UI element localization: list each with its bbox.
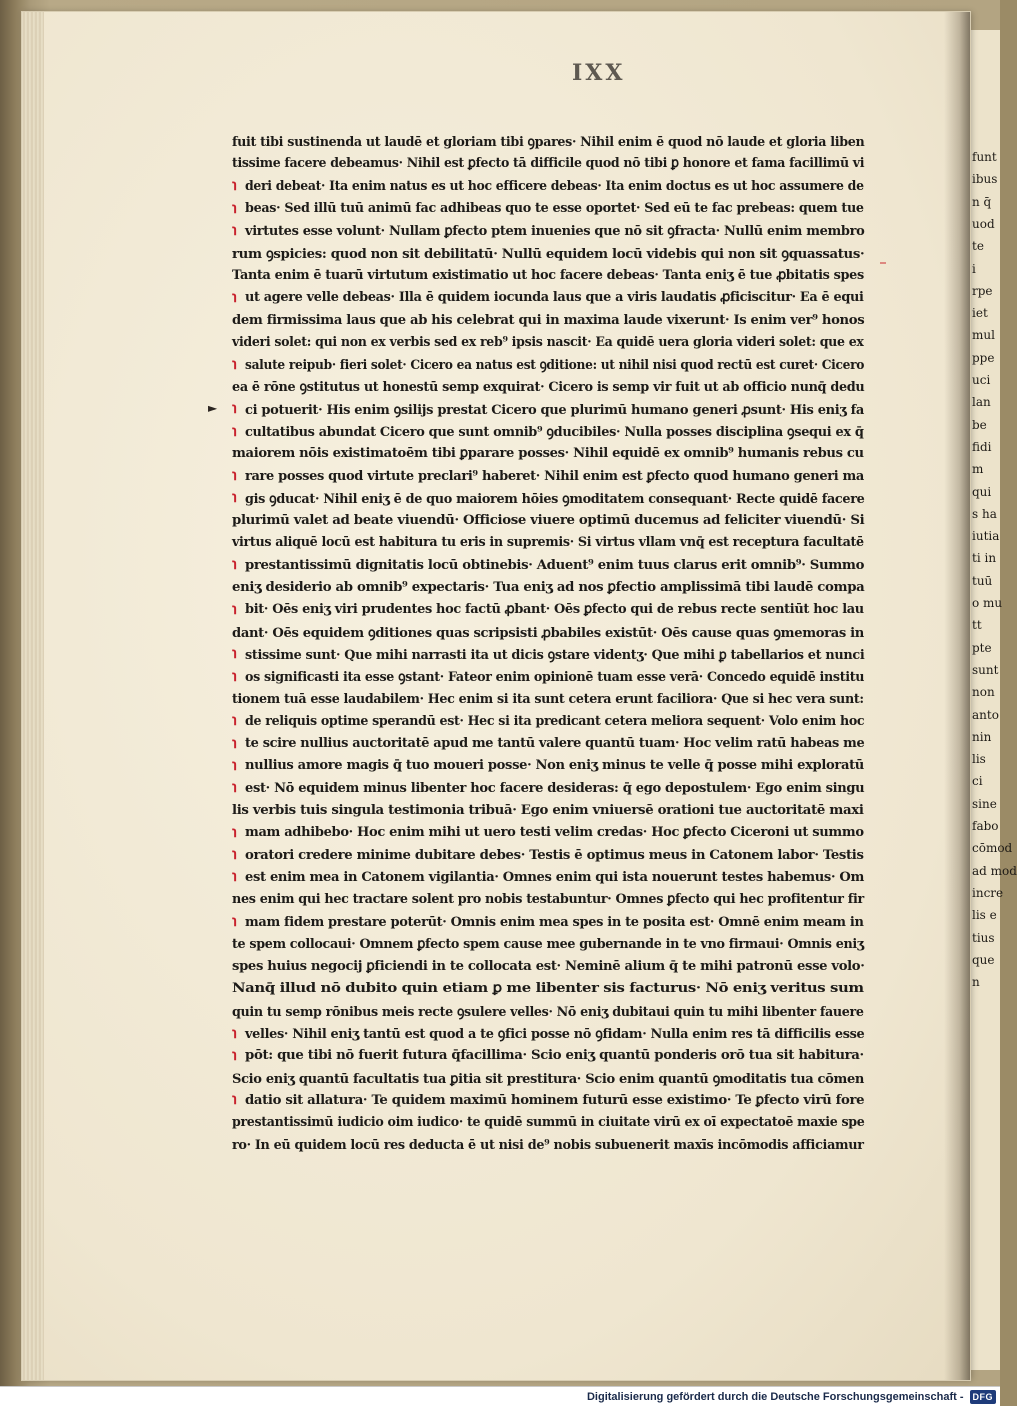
facing-page-text: incre [972,885,1004,900]
facing-page-text: m [972,462,984,477]
text-line [232,933,864,955]
incunable-text-block [232,130,864,1156]
rubrication-mark: ℩ [232,599,237,618]
facing-page-text: anto [972,707,999,722]
facing-page-text: ti in [972,551,997,566]
facing-page-text: pte [972,640,992,655]
facing-page-text: ad mod [972,863,1017,878]
facing-page-text: fidi [972,439,992,454]
rubrication-mark: ℩ [232,198,237,217]
text-line-content: ci potuerit· His enim ꝯsilijs prestat Cicero que plurimū humano generi ꝓsunt· His eniʒ fa [245,401,865,418]
facing-page-text: iutia [972,529,1000,544]
rubrication-mark: ℩ [232,1090,237,1109]
text-line [232,152,864,174]
facing-page-text: uci [972,373,991,387]
text-line [232,665,864,687]
facing-page-text: uod [972,216,995,231]
facing-page-text: qui [972,484,992,499]
text-line-content: cultatibus abundat Cicero que sunt omnib⁹ ꝯducibiles· Nulla posses disciplina ꝯsequi ex q̄ [245,424,864,440]
facing-page-text: s ha [972,506,997,521]
text-line [232,509,864,531]
digitization-footer [0,1386,1000,1406]
text-line [232,710,864,732]
rubrication-mark: ℩ [232,912,237,931]
facing-page-fragment [968,30,1017,1370]
text-line [232,977,864,999]
facing-page-text: cōmod [972,841,1013,856]
text-line-content: salute reipub· fieri solet· Cicero ea natus est ꝯditione: ut nihil nisi quod rectū est curet· Cicero [245,357,865,374]
facing-page-text: be [972,417,987,432]
rubrication-mark: ℩ [232,867,237,886]
text-line-content: nes enim qui hec tractare solent pro nobis testabuntur· Omnes ꝑfecto qui hec profitentur fir [232,891,864,908]
facing-page-text: sine [972,796,997,811]
text-line [232,576,864,598]
text-line-content: Nanq̄ illud nō dubito quin etiam ꝑ me libenter sis facturus· Nō eniʒ veritus sum [232,980,864,997]
text-line [232,353,864,375]
text-line [232,241,864,263]
rubrication-mark: ℩ [232,555,237,574]
text-line-content: ea ē rōne ꝯstitutus ut honestū semp exquirat· Cicero is semp vir fuit ut ab officio nunq̄ dedu [232,379,865,396]
text-line [232,643,864,665]
text-line-content: lis verbis tuis singula testimonia tribuā· Ego enim vniuersē orationi tue auctoritatē maxi [232,802,864,819]
facing-page-text: mul [972,328,995,343]
facing-page-text: non [972,685,995,700]
rubrication-mark: ℩ [232,755,237,774]
rubrication-mark: ℩ [232,354,237,373]
text-line [232,487,864,509]
text-line-content: dant· Oēs equidem ꝯditiones quas scripsisti ꝓbabiles existūt· Oēs cause quas ꝯmemoras in [232,624,864,641]
text-line [232,687,864,709]
text-line [232,1111,864,1133]
text-line [232,420,864,442]
text-line-content: Scio eniʒ quantū facultatis tua ꝑitia sit prestitura· Scio enim quantū ꝯmoditatis tua cōmen [232,1070,865,1087]
text-line [232,777,864,799]
rubrication-mark: ℩ [232,421,237,440]
rubrication-mark: ℩ [232,733,237,752]
text-line [232,910,864,932]
text-line [232,331,864,353]
text-line-content: velles· Nihil eniʒ tantū est quod a te ꝯfici posse nō ꝯfidam· Nulla enim res tā difficilis esse [245,1026,865,1043]
facing-page-text: n [972,975,980,990]
facing-page-text: rpe [972,283,993,298]
text-line [232,1000,864,1022]
facing-page-text: que [972,952,995,967]
rubrication-mark: ℩ [232,176,237,195]
facing-page-text: i [972,261,976,276]
text-line-content: prestantissimū dignitatis locū obtinebis· Aduent⁹ enim tuus clarus erit omnib⁹· Summo [245,556,865,573]
text-line-content: deri debeat· Ita enim natus es ut hoc efficere debeas· Ita enim doctus es ut hoc assumere de [245,177,864,194]
facing-page-text: ci [972,774,983,789]
text-line-content: pōt: que tibi nō fuerit futura q̄facillima· Scio eniʒ quantū ponderis orō tua sit habitura· [245,1047,864,1064]
text-line-content: os significasti ita esse ꝯstant· Fateor enim opinionē tuam esse verā· Concedo equidē institu [245,669,865,686]
facing-page-text: tt [972,618,982,633]
text-line-content: rum ꝯspicies: quod non sit debilitatū· Nullū equidem locū videbis qui non sit ꝯquassatus· [232,245,865,262]
text-line-content: de reliquis optime sperandū est· Hec si ita predicant cetera meliora sequent· Volo enim hoc [245,712,865,729]
facing-page-text: n q̄ [972,194,992,209]
text-line-content: spes huius negocij ꝑficiendi in te collocata est· Neminē alium q̄ te mihi patronū esse volo· [232,958,865,975]
text-line-content: est· Nō equidem minus libenter hoc facere desideras: q̄ ego depostulem· Ego enim singu [245,779,865,796]
facing-page-text: lis e [972,908,997,923]
facing-page-text: ppe [972,350,995,365]
rubrication-mark: ℩ [232,399,237,418]
rubrication-mark: ℩ [232,287,237,306]
text-line-content: datio sit allatura· Te quidem maximū hominem futurū esse existimo· Te ꝑfecto virū fore [245,1091,865,1108]
text-line [232,175,864,197]
text-line-content: ro· In eū quidem locū res deducta ē ut nisi de⁹ nobis subuenerit maxīs incōmodis afficiamur [232,1136,864,1153]
text-line-content: virtus aliquē locū est habitura tu eris in supremis· Si virtus vllam vnq̄ est receptura facultatē [232,534,864,551]
text-line-content: beas· Sed illū tuū animū fac adhibeas quo te esse oportet· Sed eū te fac prebeas: quem tue [245,200,864,217]
text-line [232,821,864,843]
dfg-credit-text: Digitalisierung gefördert durch die Deutsche Forschungsgemeinschaft - [586,1390,964,1403]
text-line [232,398,864,420]
text-line [232,442,864,464]
facing-page-text: nin [972,729,992,744]
facing-page-text: sunt [972,662,999,677]
text-line [232,554,864,576]
text-line-content: tissime facere debeamus· Nihil est ꝑfecto tā difficile quod nō tibi ꝑ honore et fama facillimū vi [232,155,865,172]
rubrication-mark: ℩ [232,220,237,239]
folio-number: IXX [572,60,626,86]
text-line [232,1066,864,1088]
facing-page-text: fabo [972,819,999,833]
text-line [232,866,864,888]
text-line [232,598,864,620]
text-line-content: plurimū valet ad beate viuendū· Officiose viuere optimū ducemus ad feliciter viuendū· Si [232,512,865,529]
text-line-content: rare posses quod virtute preclari⁹ haberet· Nihil enim est ꝑfecto quod humano generi ma [245,467,864,484]
text-line-content: bit· Oēs eniʒ viri prudentes hoc factū ꝓbant· Oēs ꝑfecto qui de rebus recte sentiūt hoc lau [245,601,864,618]
text-line [232,531,864,553]
text-line [232,219,864,241]
facing-page-text: te [972,239,984,254]
text-line [232,197,864,219]
rubrication-mark: ℩ [232,1045,237,1064]
text-line-content: eniʒ desiderio ab omnib⁹ expectaris· Tua eniʒ ad nos ꝑfectio amplissimā tibi laudē compa [232,579,865,596]
text-line-content: maiorem nōis existimatoēm tibi ꝑparare posses· Nihil equidē ex omnib⁹ humanis rebus cu [232,445,864,462]
rubrication-mark: ℩ [232,845,237,864]
page-gutter-shadow [944,12,970,1380]
text-line-content: gis ꝯducat· Nihil eniʒ ē de quo maiorem hōies ꝯmoditatem consequant· Recte quidē facere [245,490,865,507]
facing-page-text: lis [972,752,986,767]
rubrication-mark: ℩ [232,711,237,730]
manicule-mark: ► [208,401,218,415]
text-line-content: nullius amore magis q̄ tuo moueri posse· Non eniʒ minus te velle q̄ posse mihi exploratū [245,757,864,774]
text-line-content: oratori credere minime dubitare debes· Testis ē optimus meus in Catonem labor· Testis [245,846,864,863]
text-line-content: fuit tibi sustinenda ut laudē et gloriam tibi ꝯpares· Nihil enim ē quod nō laude et gloria liben [232,134,865,151]
red-margin-mark [880,250,886,264]
text-line-content: quin tu semp rōnibus meis recte ꝯsulere velles· Nō eniʒ dubitaui quin tu mihi libenter fauere [232,1003,864,1020]
text-line [232,799,864,821]
rubrication-mark: ℩ [232,488,237,507]
text-line-content: prestantissimū iudicio oim iudico· te quidē summū in ciuitate virū ex oī expectatoē maxie spe [232,1114,865,1131]
facing-page-text: o mu [972,596,1003,610]
text-line-content: mam adhibebo· Hoc enim mihi ut uero testi velim credas· Hoc ꝑfecto Ciceroni ut summo [245,824,864,841]
text-line-content: dem firmissima laus que ab his celebrat qui in maxima laude vixerunt· Is enim ver⁹ honos [232,311,865,328]
facing-page-text: lan [972,395,991,410]
rubrication-mark: ℩ [232,822,237,841]
text-line [232,1044,864,1066]
text-line-content: tionem tuā esse laudabilem· Hec enim si ita sunt cetera erunt faciliora· Que si hec vera sunt: [232,690,864,707]
text-line [232,1089,864,1111]
rubrication-mark: ℩ [232,666,237,685]
text-line-content: videri solet: qui non ex verbis sed ex reb⁹ ipsis nascit· Ea quidē uera gloria videri solet: que ex [232,333,864,350]
facing-page-text: tius [972,930,995,945]
text-line [232,754,864,776]
rubrication-mark: ℩ [232,644,237,663]
page-stack-edge [22,12,44,1380]
text-line-content: mam fidem prestare poterūt· Omnis enim mea spes in te posita est· Omnē enim meam in [245,913,864,930]
facing-page-text: tuū [972,573,993,588]
facing-page-text: ibus [972,172,998,187]
text-line-content: te scire nullius auctoritatē apud me tantū valere quantū tuam· Hoc velim ratū habeas me [245,735,865,752]
text-line [232,732,864,754]
text-line [232,955,864,977]
text-line-content: Tanta enim ē tuarū virtutum existimatio ut hoc facere debeas· Tanta eniʒ ē tue ꝓbitatis spes [232,266,864,283]
text-line [232,1022,864,1044]
text-line-content: ut agere velle debeas· Illa ē quidem iocunda laus que a viris laudatis ꝓficiscitur· Ea ē equi [245,289,864,306]
rubrication-mark: ℩ [232,466,237,485]
text-line [232,621,864,643]
facing-page-text: funt [972,150,997,164]
dfg-logo: DFG [970,1390,997,1404]
text-line-content: stissime sunt· Que mihi narrasti ita ut dicis ꝯstare videntʒ· Que mihi ꝑ tabellarios et nunci [245,646,865,663]
text-line [232,464,864,486]
text-line [232,264,864,286]
text-line [232,308,864,330]
facing-page-text: iet [972,306,988,321]
text-line [232,1133,864,1155]
text-line [232,286,864,308]
text-line-content: est enim mea in Catonem vigilantia· Omnes enim qui ista nouerunt testes habemus· Om [245,868,864,885]
text-line-content: te spem collocaui· Omnem ꝑfecto spem cause mee gubernande in te vno firmaui· Omnis eniʒ [232,935,864,952]
text-line [232,375,864,397]
rubrication-mark: ℩ [232,1023,237,1042]
text-line [232,130,864,152]
text-line [232,844,864,866]
text-line [232,888,864,910]
text-line-content: virtutes esse volunt· Nullam ꝑfecto ptem inuenies que nō sit ꝯfracta· Nullū enim membro [245,223,865,240]
rubrication-mark: ℩ [232,778,237,797]
